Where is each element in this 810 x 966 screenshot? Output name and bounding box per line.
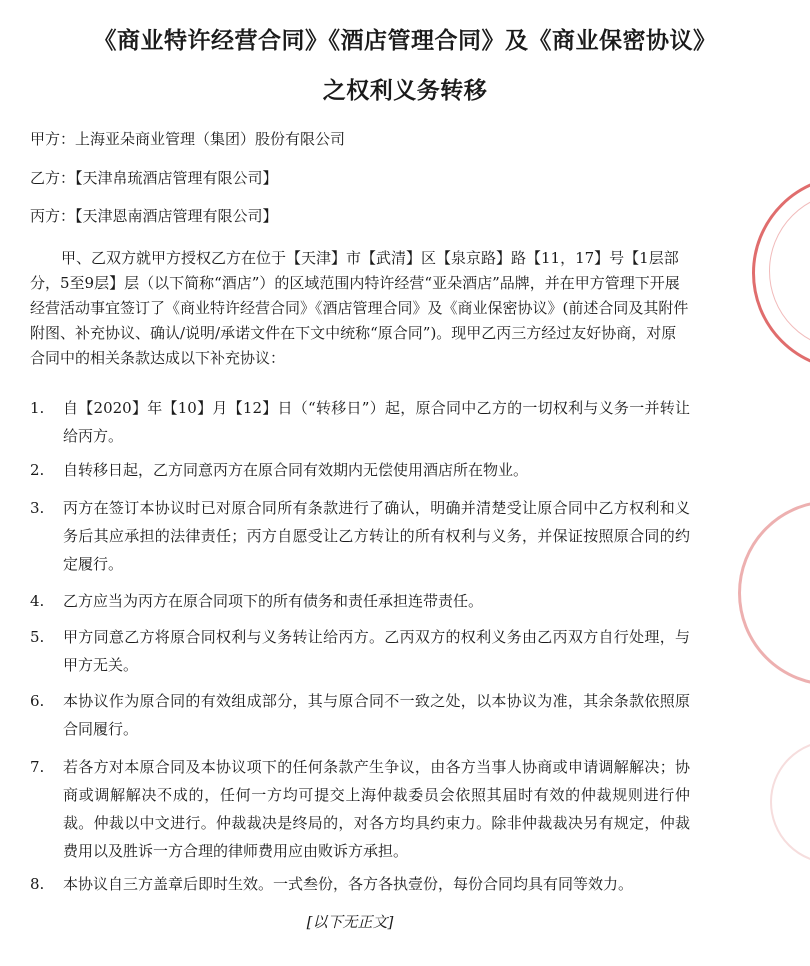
clause-text: 甲方同意乙方将原合同权利与义务转让给丙方。乙丙双方的权利义务由乙丙双方自行处理，与甲方无关。 <box>63 628 690 674</box>
clause-number: 6. <box>30 692 45 710</box>
clause-number: 2. <box>30 461 45 479</box>
clause-text: 自【2020】年【10】月【12】日（“转移日”）起，原合同中乙方的一切权利与义务一并转让给丙方。 <box>63 399 690 445</box>
intro-paragraph: 甲、乙双方就甲方授权乙方在位于【天津】市【武清】区【泉京路】路【11，17】号【1层部分，5至9层】层（以下简称“酒店”）的区域范围内特许经营“亚朵酒店”品牌，并在甲方管理下开展经营活动事宜签订了《商业特许经营合同》《酒店管理合同》及《商业保密协议》(前述合同及其附件附图、补充协议、确认/说明/承诺文件在下文中统称“原合同”)。现甲乙丙三方经过友好协商，对原合同中的相关条款达成以下补充协议： <box>30 249 689 367</box>
end-of-text-note: [以下无正文] <box>306 913 394 931</box>
clause-number: 1. <box>30 399 45 417</box>
clause-number: 5. <box>30 628 45 646</box>
party-c: 丙方：【天津恩南酒店管理有限公司】 <box>30 207 278 225</box>
party-b: 乙方：【天津帛琉酒店管理有限公司】 <box>30 169 278 187</box>
seal-inner-ring <box>769 192 810 350</box>
clause-2 <box>30 456 690 484</box>
document-title-line2: 之权利义务转移 <box>322 78 488 104</box>
clause-number: 7. <box>30 758 45 776</box>
clause-number: 4. <box>30 592 45 610</box>
clause-3 <box>30 494 690 578</box>
clause-text: 本协议作为原合同的有效组成部分，其与原合同不一致之处，以本协议为准，其余条款依照原合同履行。 <box>63 692 690 738</box>
company-seal-stamp <box>738 500 810 686</box>
company-seal-stamp <box>752 175 810 371</box>
clause-8 <box>30 870 690 898</box>
document-title-line1: 《商业特许经营合同》《酒店管理合同》及《商业保密协议》 <box>93 28 717 54</box>
clause-text: 本协议自三方盖章后即时生效。一式叁份，各方各执壹份，每份合同均具有同等效力。 <box>63 875 634 893</box>
clause-5 <box>30 623 690 679</box>
clause-text: 若各方对本原合同及本协议项下的任何条款产生争议，由各方当事人协商或申请调解解决；协商或调解解决不成的，任何一方均可提交上海仲裁委员会依照其届时有效的仲裁规则进行仲裁。仲裁以中文进行。仲裁裁决是终局的，对各方均具约束力。除非仲裁裁决另有规定，仲裁费用以及胜诉一方合理的律师费用应由败诉方承担。 <box>63 758 690 860</box>
clause-number: 8. <box>30 875 45 893</box>
clause-4 <box>30 587 690 615</box>
party-a: 甲方：上海亚朵商业管理（集团）股份有限公司 <box>30 130 346 148</box>
clause-text: 自转移日起，乙方同意丙方在原合同有效期内无偿使用酒店所在物业。 <box>63 461 529 479</box>
clause-7 <box>30 753 690 865</box>
company-seal-stamp <box>770 740 810 864</box>
clause-1 <box>30 394 690 450</box>
clause-6 <box>30 687 690 743</box>
clause-text: 丙方在签订本协议时已对原合同所有条款进行了确认，明确并清楚受让原合同中乙方权利和义务后其应承担的法律责任；丙方自愿受让乙方转让的所有权利与义务，并保证按照原合同的约定履行。 <box>63 499 690 573</box>
clause-text: 乙方应当为丙方在原合同项下的所有债务和责任承担连带责任。 <box>63 592 484 610</box>
clause-number: 3. <box>30 499 45 517</box>
